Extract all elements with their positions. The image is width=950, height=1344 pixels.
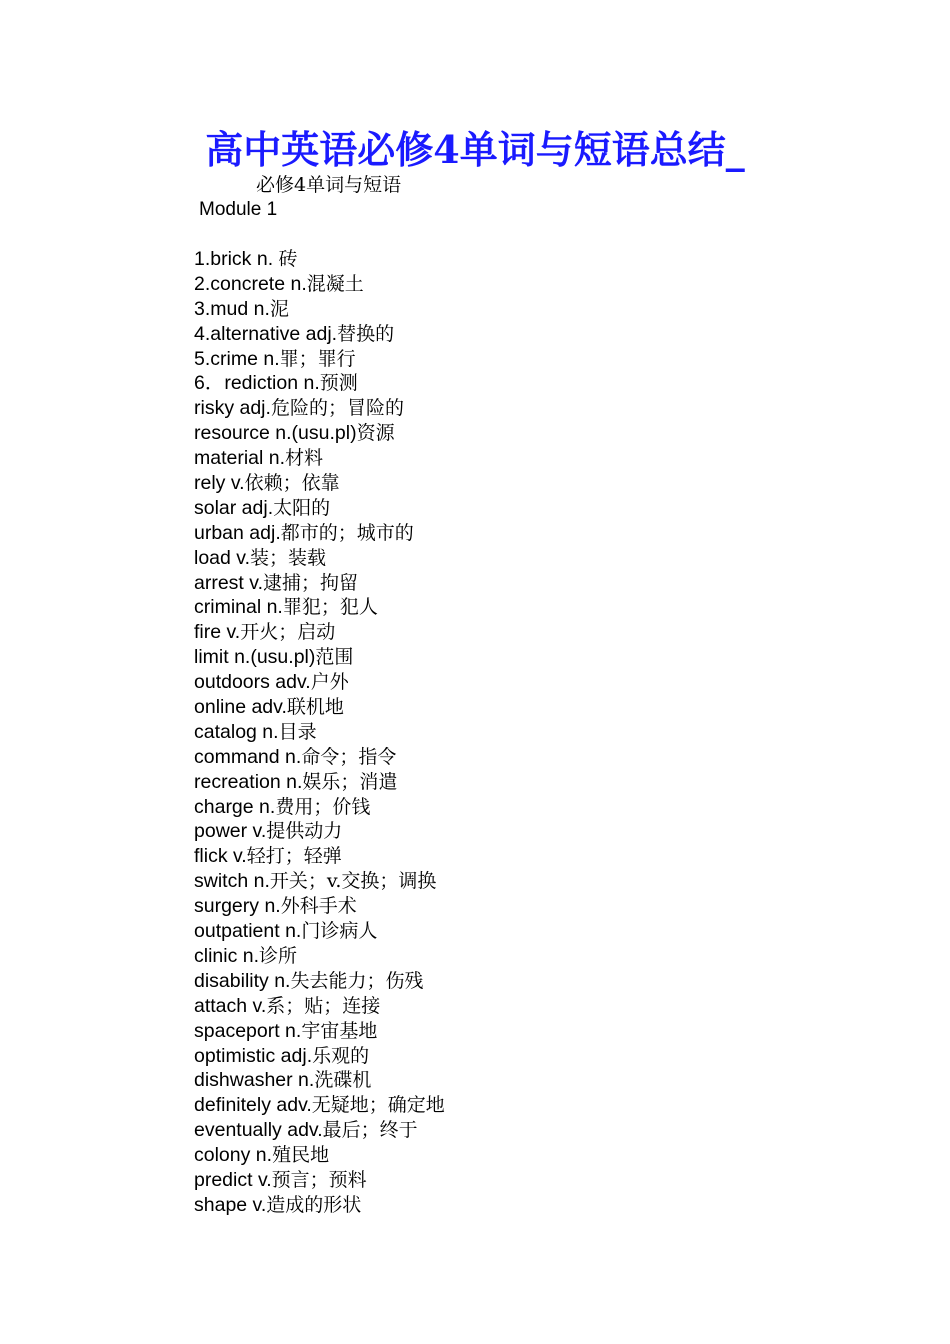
vocab-entry [194, 471, 445, 496]
vocab-term: 4.alternative adj. [194, 322, 338, 345]
vocab-entry [194, 1068, 445, 1093]
vocab-entry [194, 1193, 445, 1218]
vocab-meaning: 范围 [315, 646, 354, 669]
vocab-term: flick v. [194, 845, 247, 868]
vocab-meaning: 目录 [278, 720, 317, 743]
vocab-meaning: 造成的形状 [266, 1193, 362, 1216]
vocab-term: attach v. [194, 994, 267, 1017]
vocab-entry [194, 322, 445, 347]
vocab-entry [194, 546, 445, 571]
vocab-meaning: 费用；价钱 [275, 795, 371, 818]
vocab-entry [194, 595, 445, 620]
vocab-entry [194, 272, 445, 297]
vocab-entry [194, 819, 445, 844]
vocab-entry [194, 720, 445, 745]
vocab-meaning: 外科手术 [280, 895, 357, 918]
vocab-entry [194, 396, 445, 421]
vocab-term: fire v. [194, 621, 241, 644]
vocab-term: switch n. [194, 870, 270, 893]
vocab-entry [194, 1168, 445, 1193]
vocab-entry [194, 695, 445, 720]
vocab-term: outpatient n. [194, 920, 302, 943]
vocab-meaning: 罪犯；犯人 [282, 596, 378, 619]
vocab-entry [194, 247, 445, 272]
vocab-entry [194, 795, 445, 820]
vocab-term: outdoors adv. [194, 671, 311, 694]
vocab-term: risky adj. [194, 397, 271, 420]
vocab-term: definitely adv. [194, 1094, 312, 1117]
vocab-term: 6．rediction n. [194, 372, 320, 395]
vocab-term: power v. [194, 820, 267, 843]
vocab-entry [194, 421, 445, 446]
vocab-entry [194, 869, 445, 894]
vocab-term: shape v. [194, 1193, 267, 1216]
vocab-meaning: 资源 [356, 422, 395, 445]
vocab-meaning: 诊所 [259, 944, 298, 967]
vocab-meaning: 无疑地；确定地 [311, 1094, 445, 1117]
vocab-term: surgery n. [194, 895, 281, 918]
vocab-entry [194, 994, 445, 1019]
vocab-entry [194, 521, 445, 546]
vocab-meaning: 门诊病人 [301, 920, 378, 943]
vocab-meaning: 轻打；轻弹 [246, 845, 342, 868]
document-title: 高中英语必修4单词与短语总结_ [205, 127, 745, 172]
vocab-term: recreation n. [194, 770, 303, 793]
vocab-term: predict v. [194, 1168, 272, 1191]
vocab-meaning: 罪；罪行 [279, 347, 356, 370]
vocab-term: limit n.(usu.pl) [194, 646, 316, 669]
vocab-term: colony n. [194, 1144, 273, 1167]
vocab-meaning: 系；贴；连接 [266, 994, 381, 1017]
vocab-meaning: 依赖；依靠 [244, 472, 340, 495]
vocab-entry [194, 371, 445, 396]
vocab-entry [194, 645, 445, 670]
vocab-meaning: 洗碟机 [314, 1069, 372, 1092]
vocab-term: clinic n. [194, 944, 260, 967]
vocab-entry [194, 844, 445, 869]
vocab-term: arrest v. [194, 571, 263, 594]
vocab-entry [194, 1019, 445, 1044]
vocab-entry [194, 347, 445, 372]
vocab-term: command n. [194, 745, 302, 768]
vocab-term: urban adj. [194, 521, 281, 544]
vocab-term: disability n. [194, 969, 291, 992]
vocab-meaning: 殖民地 [272, 1144, 330, 1167]
vocab-meaning: 混凝土 [306, 272, 364, 295]
vocab-meaning: 最后；终于 [322, 1119, 418, 1142]
vocab-entry [194, 1093, 445, 1118]
vocab-meaning: 替换的 [337, 322, 395, 345]
vocab-term: resource n.(usu.pl) [194, 422, 357, 445]
vocab-meaning: 预言；预料 [271, 1168, 367, 1191]
vocab-meaning: 命令；指令 [301, 745, 397, 768]
vocab-meaning: 太阳的 [273, 496, 331, 519]
vocab-term: criminal n. [194, 596, 283, 619]
vocab-term: optimistic adj. [194, 1044, 313, 1067]
vocab-entry [194, 446, 445, 471]
vocab-meaning: 装；装载 [250, 546, 327, 569]
vocab-meaning: 泥 [269, 297, 289, 320]
vocab-entry [194, 1118, 445, 1143]
vocab-meaning: 户外 [310, 671, 349, 694]
vocab-meaning: 开关；v.交换；调换 [269, 870, 437, 893]
vocab-entry [194, 297, 445, 322]
vocab-term: 5.crime n. [194, 347, 280, 370]
vocab-entry [194, 670, 445, 695]
vocab-meaning: 乐观的 [312, 1044, 370, 1067]
vocab-entry [194, 919, 445, 944]
vocab-meaning: 宇宙基地 [301, 1019, 378, 1042]
vocab-meaning: 失去能力；伤残 [290, 969, 424, 992]
vocab-meaning: 预测 [319, 372, 358, 395]
document-subtitle: 必修4单词与短语 [256, 174, 402, 196]
vocab-entry [194, 969, 445, 994]
vocab-term: online adv. [194, 696, 287, 719]
vocab-entry [194, 496, 445, 521]
vocab-term: rely v. [194, 472, 245, 495]
vocab-term: 2.concrete n. [194, 272, 307, 295]
vocab-entry [194, 620, 445, 645]
vocab-term: catalog n. [194, 720, 279, 743]
vocab-term: material n. [194, 447, 286, 470]
vocab-entry [194, 1044, 445, 1069]
vocab-entry [194, 745, 445, 770]
vocab-meaning: 娱乐；消遣 [302, 770, 398, 793]
vocabulary-list [194, 247, 445, 1218]
vocab-meaning: 砖 [278, 248, 298, 270]
vocab-meaning: 危险的；冒险的 [270, 397, 404, 420]
vocab-term: 1.brick n. [194, 248, 279, 270]
vocab-term: 3.mud n. [194, 297, 270, 320]
vocab-term: eventually adv. [194, 1119, 323, 1142]
vocab-meaning: 提供动力 [266, 820, 343, 843]
vocab-entry [194, 770, 445, 795]
vocab-term: load v. [194, 546, 251, 569]
vocab-term: solar adj. [194, 496, 274, 519]
vocab-meaning: 都市的；城市的 [280, 521, 414, 544]
vocab-term: dishwasher n. [194, 1069, 315, 1092]
vocab-term: charge n. [194, 795, 276, 818]
vocab-meaning: 开火；启动 [240, 621, 336, 644]
vocab-meaning: 联机地 [286, 696, 344, 719]
module-heading: Module 1 [199, 199, 278, 220]
vocab-entry [194, 894, 445, 919]
vocab-entry [194, 571, 445, 596]
vocab-entry [194, 1143, 445, 1168]
vocab-meaning: 逮捕；拘留 [262, 571, 358, 594]
vocab-entry [194, 944, 445, 969]
vocab-meaning: 材料 [285, 447, 324, 470]
vocab-term: spaceport n. [194, 1019, 302, 1042]
